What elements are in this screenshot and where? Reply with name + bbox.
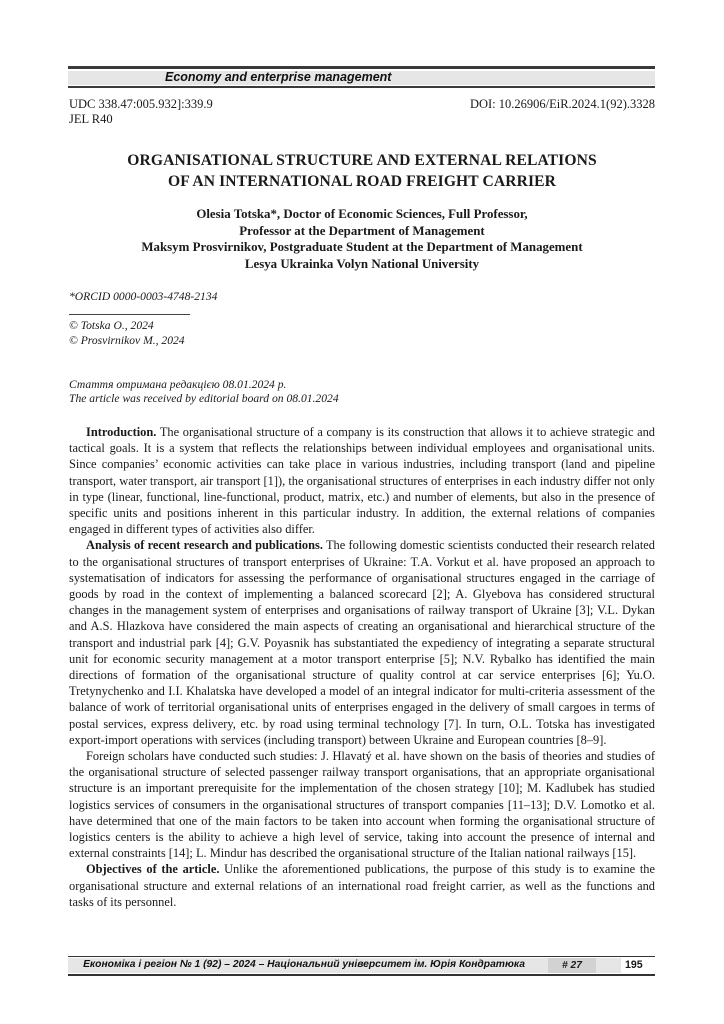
article-body [69,424,655,910]
footer-issue: # 27 [548,958,596,973]
author-line: Olesia Totska*, Doctor of Economic Sciences, Full Professor, [196,207,528,221]
article-title-line: OF AN INTERNATIONAL ROAD FREIGHT CARRIER [168,173,556,190]
author-line: Professor at the Department of Management [239,223,485,238]
udc-code: UDC 338.47:005.932]:339.9 [69,97,213,111]
analysis-text: The following domestic scientists conducted their research related to the organisational structures of transport enterprises of Ukraine: T.A. Vorkut et al. have proposed an approach to systematisation of indicators for assessing the performance of organisational structures engaged in the carriage of goods by road in the context of implementing a balanced scorecard [2]; A. Glyebova has considered structural changes in the management system of enterprises and organisations of railway transport of Ukraine [3]; V.L. Dykan and A.S. Hlazkova have considered the main aspects of creating an organisational and hierarchical structure of the transport and industrial park [4]; G.V. Poyasnik has substantiated the expediency of integrating a separate structural unit for economic security management at a motor transport enterprise [5]; N.V. Rybalko has identified the main directions of formation of the organisational structure of quality control at car service enterprises [6]; Yu.O. Tretynychenko and I.I. Khalatska have developed a model of an integral indicator for multi-criteria assessment of the balance of work of territorial organisational units of enterprises engaged in the delivery of small cargoes in terms of postal services, express delivery, etc. by road using terminal technology [7]. In turn, O.L. Totska has investigated export-import operations with services (including transport) between Ukraine and European countries [8–9]. [69,538,656,747]
article-title-line: ORGANISATIONAL STRUCTURE AND EXTERNAL RELATIONS [127,152,597,169]
header-rule-top [68,66,655,69]
footer-journal: Економіка і регіон № 1 (92) – 2024 – Національний університет ім. Юрія Кондратюка [83,959,525,970]
footer-rule-top [68,956,655,957]
introduction-heading: Introduction. [86,425,157,439]
footnote-rule [69,314,190,315]
objectives-text: Unlike the aforementioned publications, the purpose of this study is to examine the organisational structure and external relations of an international road freight carrier, as well as the functions and tasks of its personnel. [69,862,655,909]
objectives-heading: Objectives of the article. [86,862,220,877]
header-rule-bottom [68,86,655,88]
orcid: *ORCID 0000-0003-4748-2134 [69,290,218,303]
introduction-text: The organisational structure of a company is its construction that allows it to achieve strategic and tactical goals. It is a system that reflects the relationships between individual employees and organisational units. Since companies’ economic activities can take place in various industries, including transport (land and pipeline transport, water transport, air transport [1]), the organisational structures of enterprises in each industry differ not only in type (linear, functional, line-functional, product, matrix, etc.) and number of elements, but also in the presence of specific units and positions inherent in this particular industry. In addition, the external relations of companies engaged in different types of activities also differ. [69,425,656,537]
copyright-line: © Prosvirnikov M., 2024 [69,334,185,347]
received-note-en: The article was received by editorial board on 08.01.2024 [69,392,339,405]
author-block [68,206,656,272]
footer-rule-bottom [68,974,655,976]
paragraph-objectives [69,861,655,910]
section-title: Economy and enterprise management [165,70,392,84]
received-note-ua: Стаття отримана редакцією 08.01.2024 р. [69,378,287,391]
paragraph-analysis [69,537,655,748]
paragraph-foreign: Foreign scholars have conducted such studies: J. Hlavatý et al. have shown on the basis of theories and studies of the organisational structure of selected passenger railway transport organisations, that an appropriate organisational structure is an important prerequisite for the implementation of the chosen strategy [10]; M. Kadlubek has studied logistics services of consumers in the organisational structures of transport companies [11–13]; D.V. Lomotko et al. have determined that one of the main factors to be taken into account when forming the organisational structure of logistics centers is the ability to achieve a high level of service, taking into account the presence of internal and external constraints [14]; L. Mindur has described the organisational structure of the Italian national railways [15]. [69,749,655,861]
paragraph-introduction [69,424,655,537]
article-title [68,150,656,192]
copyright-line: © Totska O., 2024 [69,319,154,332]
author-line: Maksym Prosvirnikov, Postgraduate Student at the Department of Management [141,240,583,254]
jel-code: JEL R40 [69,112,113,126]
author-line: Lesya Ukrainka Volyn National University [244,256,480,271]
doi: DOI: 10.26906/EiR.2024.1(92).3328 [469,97,655,111]
page-number: 195 [625,959,643,971]
analysis-heading: Analysis of recent research and publications. [86,538,323,553]
